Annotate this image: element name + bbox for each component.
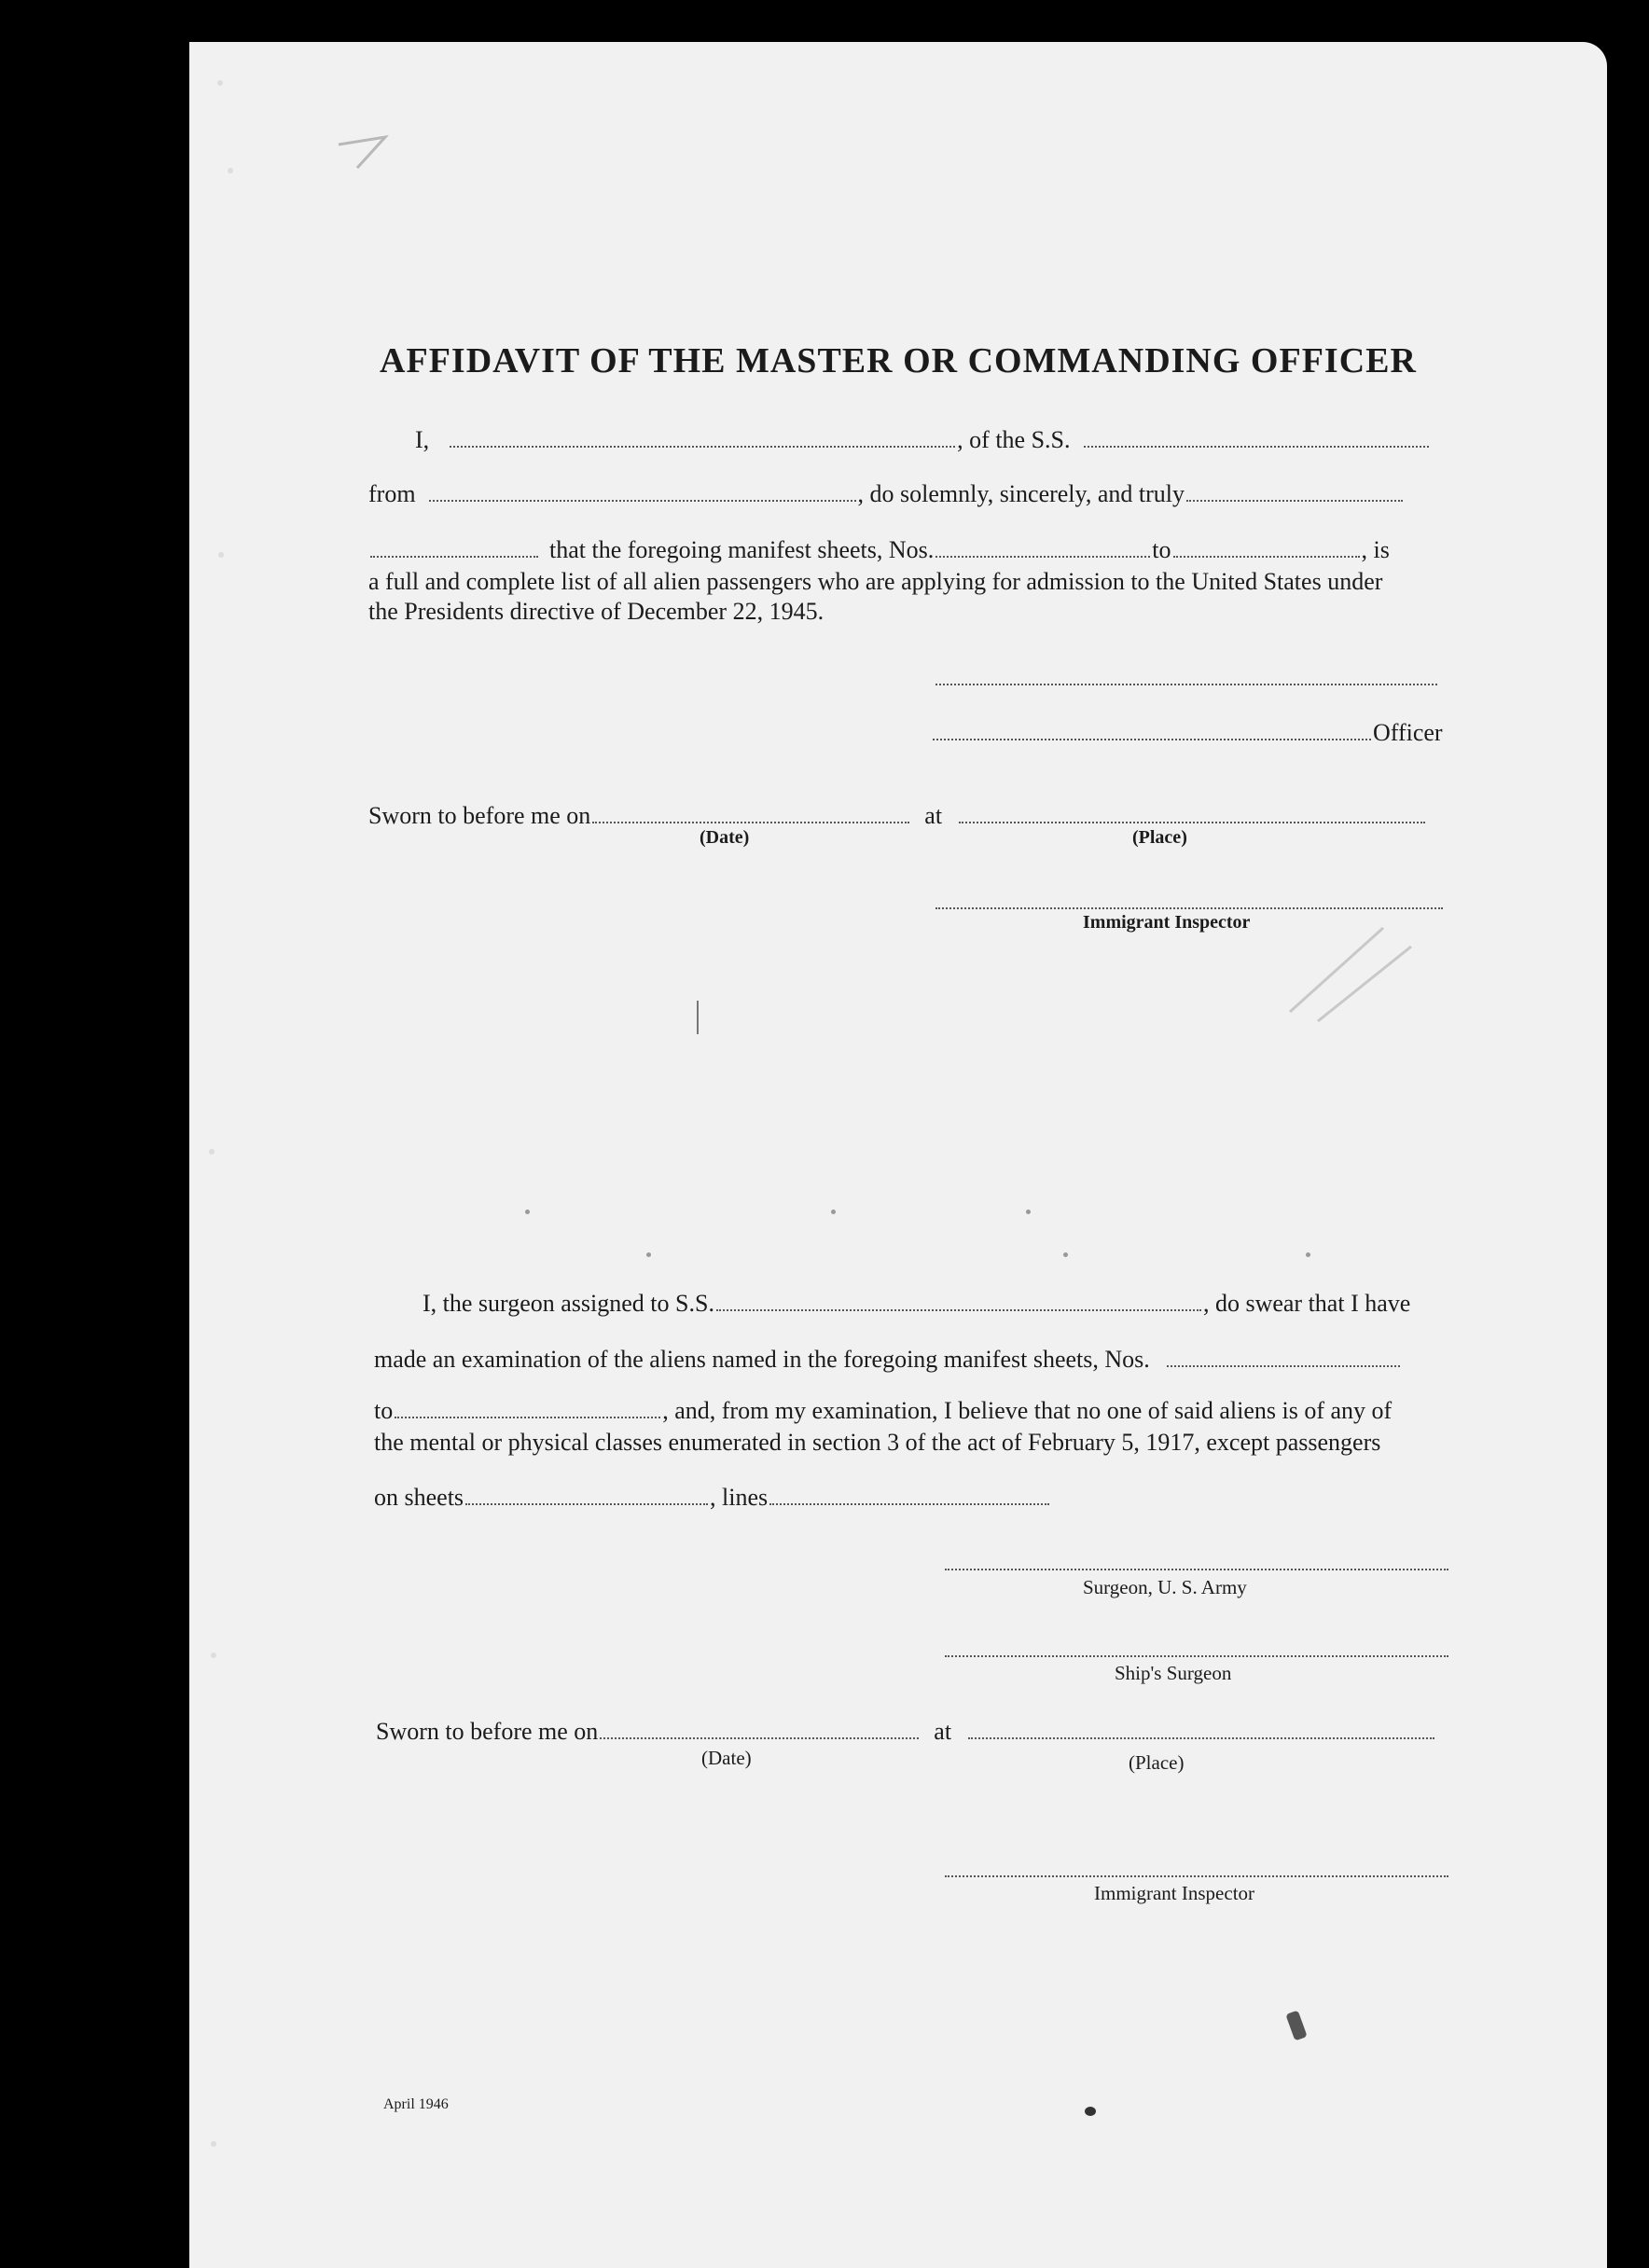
dot-mark: [525, 1210, 530, 1214]
master-line-3: [368, 536, 1390, 564]
dot-mark: [1063, 1252, 1068, 1257]
surgeon-assigned-text: I, the surgeon assigned to S.S.: [423, 1290, 714, 1317]
master-line-5: the Presidents directive of December 22, 1945.: [368, 598, 824, 625]
master-sheet-from-field[interactable]: [935, 556, 1150, 558]
surgeon-date-caption: (Date): [701, 1747, 752, 1769]
surgeon-line-3: [374, 1397, 1392, 1425]
dot-mark: [646, 1252, 651, 1257]
army-surgeon-signature-line[interactable]: [945, 1569, 1448, 1570]
scratch-line: [697, 1001, 699, 1034]
officer-signature-line[interactable]: [933, 739, 1371, 740]
master-signature-line[interactable]: [935, 684, 1437, 685]
surgeon-ship-field[interactable]: [716, 1309, 1201, 1311]
ink-blot: [1085, 2107, 1096, 2116]
master-of-ss-text: , of the S.S.: [957, 426, 1071, 453]
master-line-4: a full and complete list of all alien passengers who are applying for admission to the United States under: [368, 568, 1383, 595]
master-ship-field[interactable]: [1084, 446, 1429, 448]
master-is-text: , is: [1361, 536, 1390, 563]
footer-date: April 1946: [383, 2096, 449, 2112]
surgeon-lines-field[interactable]: [769, 1503, 1049, 1505]
surgeon-belief-text: , and, from my examination, I believe that no one of said aliens is of any of: [662, 1397, 1393, 1424]
surgeon-sworn-label: Sworn to before me on: [376, 1718, 599, 1745]
surgeon-sworn-date-field[interactable]: [600, 1737, 919, 1739]
scratch-mark-icon: [1281, 909, 1420, 1030]
officer-label: Officer: [1373, 719, 1443, 746]
master-i-text: I,: [415, 426, 430, 453]
master-verb-field[interactable]: [370, 556, 538, 558]
hole-mark: [209, 1149, 215, 1155]
surgeon-at-label: at: [934, 1718, 952, 1745]
master-to-text: to: [1152, 536, 1171, 563]
hole-mark: [218, 552, 224, 558]
hole-mark: [211, 1653, 216, 1658]
master-port-field[interactable]: [429, 500, 856, 502]
master-line-2: [368, 480, 1405, 508]
surgeon-inspector-caption: Immigrant Inspector: [1094, 1882, 1255, 1904]
surgeon-line-2: [374, 1346, 1402, 1374]
surgeon-line-4: the mental or physical classes enumerated in section 3 of the act of February 5, 1917, except passengers: [374, 1429, 1381, 1456]
master-inspector-caption: Immigrant Inspector: [1083, 912, 1251, 933]
surgeon-lines-text: , lines: [710, 1484, 769, 1511]
master-oath-field[interactable]: [1186, 500, 1403, 502]
hole-mark: [211, 2141, 216, 2147]
master-place-caption: (Place): [1132, 827, 1187, 848]
master-name-field[interactable]: [450, 446, 955, 448]
surgeon-sheet-to-field[interactable]: [395, 1417, 660, 1418]
surgeon-sheets-text: on sheets: [374, 1484, 464, 1511]
surgeon-sworn-place-field[interactable]: [968, 1737, 1434, 1739]
surgeon-sworn-row: [376, 1718, 1436, 1746]
master-date-caption: (Date): [700, 827, 750, 848]
hole-mark: [217, 80, 223, 86]
master-sworn-label: Sworn to before me on: [368, 802, 591, 829]
master-at-label: at: [924, 802, 943, 829]
surgeon-sheets-field[interactable]: [465, 1503, 708, 1505]
surgeon-sheet-from-field[interactable]: [1167, 1365, 1400, 1367]
master-sworn-place-field[interactable]: [959, 822, 1425, 823]
master-from-text: from: [368, 480, 416, 507]
officer-signature-row: [931, 719, 1443, 747]
pencil-mark-icon: [329, 126, 413, 173]
master-swear-text: , do solemnly, sincerely, and truly: [857, 480, 1185, 507]
surgeon-exam-text: made an examination of the aliens named in the foregoing manifest sheets, Nos.: [374, 1346, 1150, 1373]
surgeon-place-caption: (Place): [1129, 1751, 1185, 1774]
form-page: [189, 42, 1607, 2268]
dot-mark: [1026, 1210, 1031, 1214]
form-title: AFFIDAVIT OF THE MASTER OR COMMANDING OFFICER: [380, 341, 1417, 380]
master-sheet-to-field[interactable]: [1173, 556, 1360, 558]
dot-mark: [831, 1210, 836, 1214]
ship-surgeon-caption: Ship's Surgeon: [1115, 1662, 1232, 1684]
dot-mark: [1306, 1252, 1310, 1257]
army-surgeon-caption: Surgeon, U. S. Army: [1083, 1576, 1247, 1598]
ink-blot: [1285, 2011, 1307, 2041]
surgeon-line-1: [423, 1290, 1410, 1318]
surgeon-to-text: to: [374, 1397, 394, 1424]
hole-mark: [228, 168, 233, 173]
master-sworn-date-field[interactable]: [592, 822, 909, 823]
master-line-1: [415, 426, 1431, 454]
surgeon-swear-text: , do swear that I have: [1202, 1290, 1411, 1317]
ship-surgeon-signature-line[interactable]: [945, 1655, 1448, 1657]
master-sworn-row: [368, 802, 1427, 830]
surgeon-inspector-line[interactable]: [945, 1875, 1448, 1877]
surgeon-line-5: [374, 1484, 1051, 1512]
master-sheets-text: that the foregoing manifest sheets, Nos.: [549, 536, 935, 563]
